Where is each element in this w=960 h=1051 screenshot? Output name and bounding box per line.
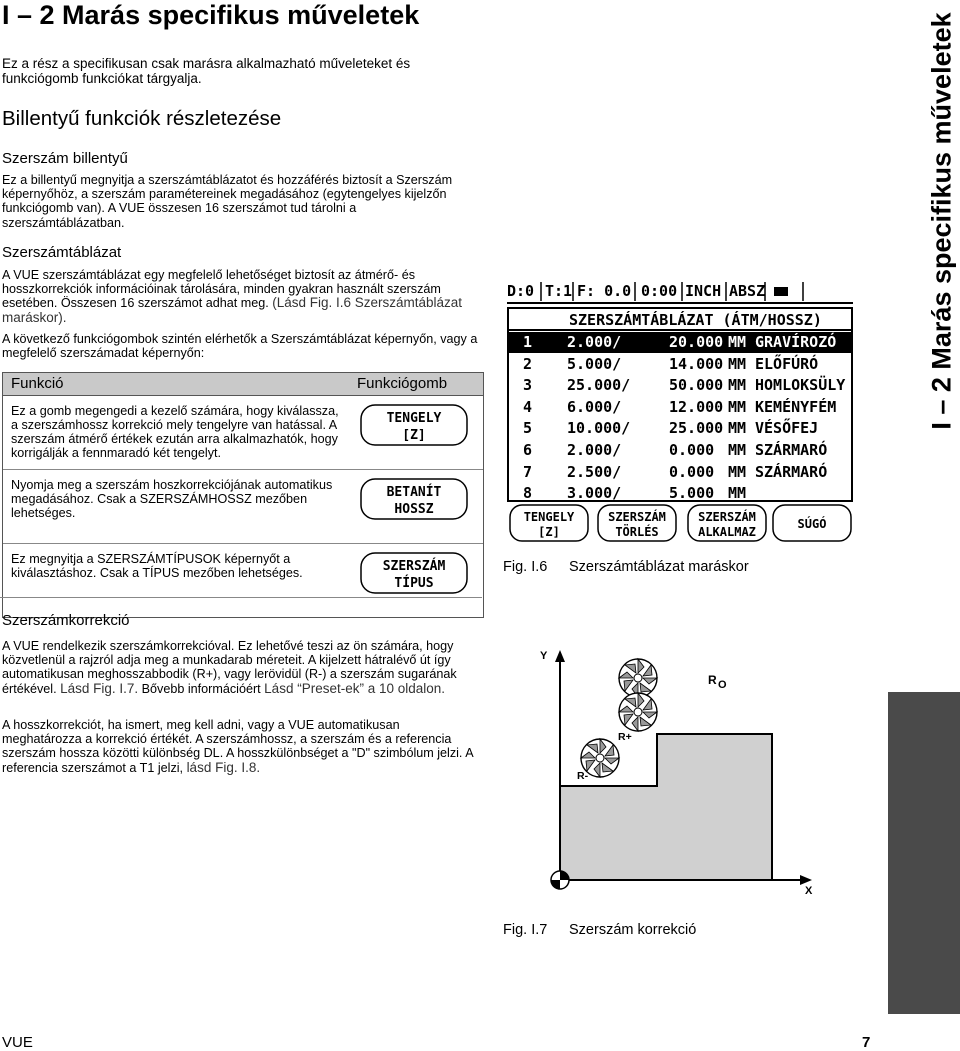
function-row <box>3 543 483 617</box>
cutter-rplus <box>619 693 657 731</box>
tool-row-u: MM <box>728 333 747 351</box>
screen-softkey-line1: SÚGÓ <box>797 517 827 531</box>
softkey-line1: TENGELY <box>386 411 442 426</box>
fig6-number: Fig. I.6 <box>503 559 548 575</box>
tool-row-l: 14.000 <box>669 354 724 373</box>
col-softkey: Funkciógomb <box>357 375 448 392</box>
fig7-number: Fig. I.7 <box>503 922 548 938</box>
tool-row-u: MM <box>728 419 747 438</box>
page-number: 7 <box>862 1034 871 1051</box>
comp-p2 <box>2 718 482 775</box>
rplus-label: R+ <box>618 731 632 743</box>
section-title: Billentyű funkciók részletezése <box>2 107 282 130</box>
tool-row-n: 5 <box>523 419 533 438</box>
comp-p2-main: A hosszkorrekciót, ha ismert, meg kell adni, vagy a VUE automatikusan meghatározza a korrekció értékét. A szerszámhossz, a szerszám és a referencia szerszám hossza közötti különbség DL. A hosszkülönbséget a "D" szimbólum jelzi. A referencia szerszámot a T1 jelzi, <box>2 718 473 775</box>
tool-table-text-main: A VUE szerszámtáblázat egy megfelelő lehetőséget biztosít az átmérő- és hosszkorrekciók információinak tárolására, minden gyakran használt szerszám esetében. Összesen 16 szerszámot adhat meg. <box>2 268 441 311</box>
tool-row-d: 2.500/ <box>567 462 622 481</box>
keyboard-icon <box>774 287 788 296</box>
function-description: Ez megnyitja a SZERSZÁMTÍPUSOK képernyőt a kiválasztáshoz. Csak a TÍPUS mezőben lehetséges. <box>11 552 303 580</box>
tool-row-n: 8 <box>523 484 533 503</box>
screen-softkey-line1: SZERSZÁM <box>608 510 666 524</box>
tool-row-n: 3 <box>523 376 533 395</box>
function-description: Ez a gomb megengedi a kezelő számára, hogy kiválassza, a szerszámhossz korrekció mely tengelyre van hatással. A szerszám átmérő értékek ezután arra alkalmazhatók, hogy korrigálják a fennmaradó két tengelyt. <box>11 404 339 460</box>
tool-table-heading: Szerszámtáblázat <box>2 244 122 261</box>
tool-row-l: 25.000 <box>669 419 724 438</box>
tool-table-screen <box>507 280 853 545</box>
softkey-line2: TÍPUS <box>394 576 434 591</box>
tool-row-l: 12.000 <box>669 397 724 416</box>
tool-table-intro2: A következő funkciógombok szintén elérhetők a Szerszámtáblázat képernyőn, vagy a megfelelő szerszámadat képernyőn: <box>2 332 478 361</box>
screen-softkey[interactable] <box>509 504 589 542</box>
screen-softkey-line2: [Z] <box>538 525 560 539</box>
function-description: Nyomja meg a szerszám hoszkorrekciójának automatikus megadásához. Csak a SZERSZÁMHOSSZ mezőben lehetséges. <box>11 478 333 520</box>
softkey-line2: HOSSZ <box>394 502 434 517</box>
rminus-label: R- <box>577 770 589 782</box>
tool-table-fig-ref[interactable]: (Lásd Fig. I.6 Szerszámtáblázat maráskor). <box>2 295 463 325</box>
tool-row-d: 2.000/ <box>567 441 622 459</box>
status-time: 0:00 <box>641 282 678 300</box>
tool-row-n: 7 <box>523 462 533 481</box>
tool-row-l: 20.000 <box>669 333 724 351</box>
screen-softkey[interactable] <box>597 504 677 542</box>
tool-row-l: 0.000 <box>669 462 715 481</box>
tool-row-u: MM <box>728 484 747 503</box>
tool-row-u: MM <box>728 354 747 373</box>
softkey-button[interactable] <box>360 404 468 446</box>
page-title: I – 2 Marás specifikus műveletek <box>2 0 420 30</box>
screen-title: SZERSZÁMTÁBLÁZAT (ÁTM/HOSSZ) <box>569 311 822 329</box>
tool-row-n: 4 <box>523 397 533 416</box>
tool-row-d: 5.000/ <box>567 354 622 373</box>
status-f: F: 0.0 <box>577 282 632 300</box>
tool-row-d: 25.000/ <box>567 376 631 395</box>
comp-p1-main: A VUE rendelkezik szerszámkorrekcióval. Ez lehetővé teszi az ön számára, hogy közvetlenül a rajzról adja meg a munkadarab méreteit. A kijelzett hátralévő út így automatikusan meghosszabbodik (R+), vagy lerövidül (R-) a szerszám sugarának értékével. <box>2 639 457 696</box>
r0-subscript: O <box>718 679 727 691</box>
x-axis-label: X <box>805 885 813 897</box>
tool-key-heading: Szerszám billentyű <box>2 150 128 167</box>
tool-row-u: MM <box>728 397 747 416</box>
comp-p1-fig-ref[interactable]: Lásd Fig. I.7. <box>60 680 139 696</box>
tool-table-text <box>2 268 480 325</box>
function-table <box>2 372 484 618</box>
tool-row-d: 10.000/ <box>567 419 631 438</box>
tool-key-text: Ez a billentyű megnyitja a szerszámtáblázatot és hozzáférés biztosít a Szerszám képernyőhöz, a szerszám paramétereinek megadásához (egytengelyes kijelzőn funkciógomb van). A VUE összesen 16 szerszámot tud tárolni a szerszámtáblázatban. <box>2 173 453 230</box>
softkey-line1: BETANÍT <box>386 485 442 500</box>
side-title: I – 2 Marás specifikus műveletek <box>926 12 957 430</box>
softkey-button[interactable] <box>360 552 468 594</box>
footer-product: VUE <box>2 1034 33 1051</box>
tool-row-l: 50.000 <box>669 376 724 395</box>
fig7-caption: Szerszám korrekció <box>569 922 697 938</box>
tool-row-name: SZÁRMARÓ <box>755 441 828 459</box>
tool-row-n: 2 <box>523 354 533 373</box>
function-row <box>3 469 483 543</box>
tool-row-u: MM <box>728 462 747 481</box>
status-unit: INCH <box>685 282 722 300</box>
screen-softkey-line1: TENGELY <box>523 510 575 524</box>
tool-row-d: 2.000/ <box>567 333 622 351</box>
screen-softkey-line2: ALKALMAZ <box>698 525 756 539</box>
comp-p2-fig-ref[interactable]: lásd Fig. I.8. <box>186 759 261 775</box>
tool-row-name: KEMÉNYFÉM <box>755 397 837 416</box>
screen-softkey-line1: SZERSZÁM <box>698 510 756 524</box>
tool-row-l: 5.000 <box>669 484 715 503</box>
screen-softkey[interactable] <box>687 504 767 542</box>
y-axis-label: Y <box>540 650 548 662</box>
screen-softkey[interactable] <box>772 504 852 542</box>
tool-row-d: 6.000/ <box>567 397 622 416</box>
status-mode: ABSZ <box>729 282 766 300</box>
softkey-button[interactable] <box>360 478 468 520</box>
tool-row-name: HOMLOKSÜLY <box>755 376 846 395</box>
tool-row-l: 0.000 <box>669 441 715 459</box>
intro-text: Ez a rész a specifikusan csak marásra alkalmazható műveleteket és funkciógomb funkciókat tárgyalja. <box>2 56 411 86</box>
comp-heading: Szerszámkorrekció <box>2 612 130 629</box>
tool-row-name: VÉSŐFEJ <box>755 419 819 438</box>
tool-row-n: 1 <box>523 333 533 351</box>
softkey-line2: [Z] <box>402 428 426 443</box>
r0-label: R <box>708 673 717 687</box>
status-d: D:0 <box>507 282 535 300</box>
comp-p1-mid: Bővebb információért <box>141 681 261 696</box>
screen-softkey-line2: TÖRLÉS <box>615 525 659 539</box>
tool-row-n: 6 <box>523 441 533 459</box>
comp-p1 <box>2 639 482 696</box>
tool-compensation-diagram <box>520 640 830 900</box>
status-t: T:1 <box>545 282 573 300</box>
origin-marker <box>551 871 569 889</box>
tool-row-u: MM <box>728 441 747 459</box>
cutter-r0 <box>619 659 657 697</box>
tool-row-name: ELŐFÚRÓ <box>755 354 819 373</box>
tool-row-u: MM <box>728 376 747 395</box>
tool-row-name: SZÁRMARÓ <box>755 462 828 481</box>
function-table-header <box>3 373 483 396</box>
softkey-line1: SZERSZÁM <box>382 559 446 574</box>
side-tab-band <box>888 692 960 1014</box>
function-row <box>3 396 483 469</box>
col-function: Funkció <box>11 375 64 392</box>
tool-row-d: 3.000/ <box>567 484 622 503</box>
comp-p1-page-ref[interactable]: Lásd “Preset-ek” a 10 oldalon. <box>264 680 446 696</box>
section-divider <box>0 597 482 598</box>
tool-row-name: GRAVÍROZÓ <box>755 333 837 351</box>
fig6-caption: Szerszámtáblázat maráskor <box>569 559 749 575</box>
